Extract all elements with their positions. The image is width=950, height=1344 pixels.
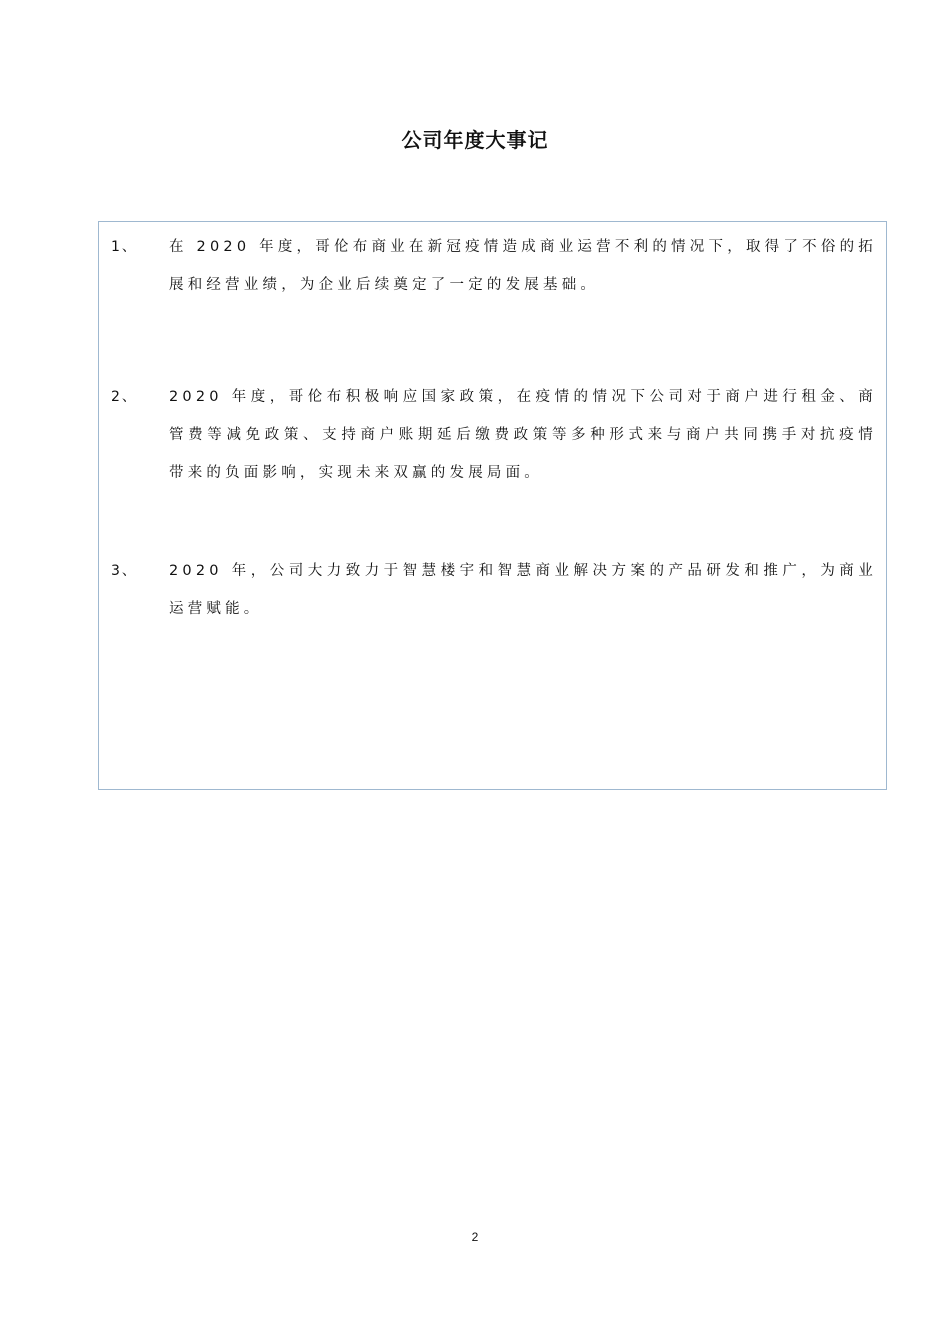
page-number: 2 (471, 1230, 479, 1244)
events-box (98, 221, 887, 790)
event-text: 在 2020 年度，哥伦布商业在新冠疫情造成商业运营不利的情况下，取得了不俗的拓展和经营业绩，为企业后续奠定了一定的发展基础。 (169, 239, 877, 293)
event-number: 2、 (111, 389, 138, 405)
event-number: 1、 (111, 239, 138, 255)
event-text: 2020 年，公司大力致力于智慧楼宇和智慧商业解决方案的产品研发和推广，为商业运营赋能。 (169, 563, 877, 617)
event-text: 2020 年度，哥伦布积极响应国家政策，在疫情的情况下公司对于商户进行租金、商管费等减免政策、支持商户账期延后缴费政策等多种形式来与商户共同携手对抗疫情带来的负面影响，实现未来双赢的发展局面。 (169, 389, 877, 481)
page-title: 公司年度大事记 (401, 128, 549, 152)
event-number: 3、 (111, 563, 138, 579)
